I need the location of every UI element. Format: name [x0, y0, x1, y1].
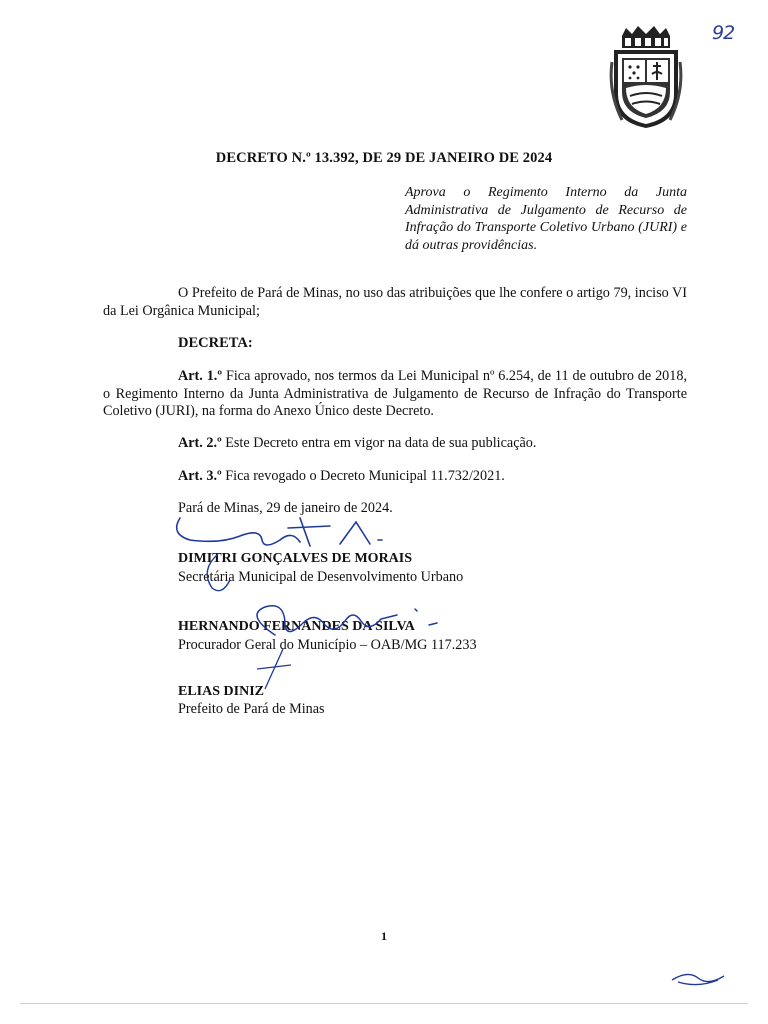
signatory-3-name: ELIAS DINIZ	[178, 684, 264, 699]
signature-hernando-icon	[205, 585, 465, 695]
article-3-label: Art. 3.º	[178, 468, 222, 484]
decree-title: DECRETO N.º 13.392, DE 29 DE JANEIRO DE 2024	[215, 150, 553, 166]
municipal-crest-icon	[608, 22, 684, 132]
article-2	[178, 435, 536, 452]
page-number: 1	[381, 929, 387, 943]
handwritten-page-number: 92	[712, 22, 735, 44]
article-1-text: Fica aprovado, nos termos da Lei Municipal nº 6.254, de 11 de outubro de 2018, o Regimento Interno da Junta Administrativa de Julgamento de Recurso de Infração do Transporte Coletivo (JURI), na forma do Anexo Único deste Decreto.	[103, 368, 688, 419]
article-3-text: Fica revogado o Decreto Municipal 11.732/2021.	[221, 468, 505, 484]
article-1	[103, 368, 687, 421]
initials-mark-icon	[668, 968, 728, 990]
signatory-1-name: DIMITRI GONÇALVES DE MORAIS	[178, 551, 413, 566]
decreta-heading: DECRETA:	[178, 335, 253, 351]
signatory-2-name: HERNANDO FERNANDES DA SILVA	[178, 619, 415, 634]
signatory-1-role: Secretária Municipal de Desenvolvimento Urbano	[178, 569, 464, 585]
article-3	[178, 468, 505, 485]
article-1-label: Art. 1.º	[178, 368, 223, 384]
article-2-text: Este Decreto entra em vigor na data de sua publicação.	[221, 435, 537, 451]
preamble: O Prefeito de Pará de Minas, no uso das atribuições que lhe confere o artigo 79, inciso VI da Lei Orgânica Municipal;	[103, 285, 687, 319]
signatory-3-role: Prefeito de Pará de Minas	[178, 701, 325, 717]
place-and-date: Pará de Minas, 29 de janeiro de 2024.	[178, 500, 393, 516]
scan-edge-divider	[20, 1003, 748, 1004]
signatory-2-role: Procurador Geral do Município – OAB/MG 117.233	[178, 637, 477, 653]
decree-summary: Aprova o Regimento Interno da Junta Administrativa de Julgamento de Recurso de Infração do Transporte Coletivo Urbano (JURI) e dá outras providências.	[405, 185, 687, 253]
article-2-label: Art. 2.º	[178, 435, 222, 451]
